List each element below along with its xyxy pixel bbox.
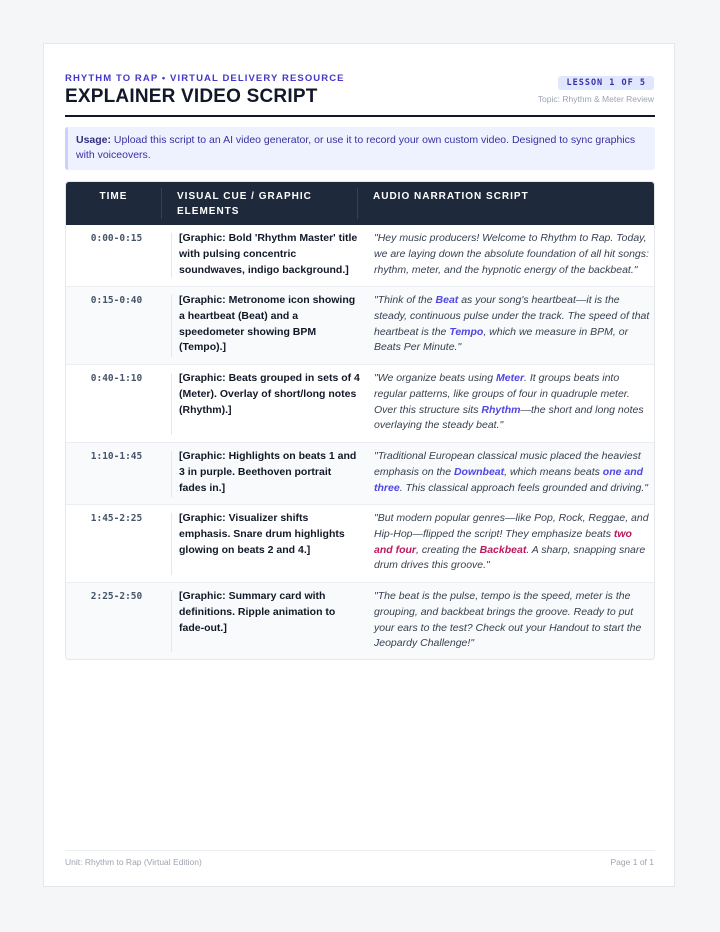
narration-text: —the short and long notes overlaying the steady beat." [374,403,644,432]
usage-label: Usage: [76,134,112,146]
narration-keyword: Rhythm [481,403,521,416]
header-divider [161,188,162,219]
narration-text: , which means beats [504,465,603,478]
timestamp: 1:45-2:25 [90,513,143,524]
cell-divider [171,373,172,435]
narration-keyword: Beat [435,294,459,306]
usage-note [65,127,655,170]
narration-text: "The beat is the pulse, tempo is the speed, meter is the grouping, and backbeat brings the groove. Ready to put your ears to the test? Check out your Handout to start the Jeopardy Challenge!" [374,590,642,650]
timestamp: 1:10-1:45 [90,451,143,462]
header-time: TIME [99,191,128,202]
visual-cue: [Graphic: Metronome icon showing a heartbeat (Beat) and a speedometer showing BPM (Tempo).] [179,294,356,354]
cell-divider [171,591,172,652]
timestamp: 0:15-0:40 [90,295,143,306]
timestamp: 2:25-2:50 [90,591,143,602]
usage-text: Upload this script to an AI video generator, or use it to record your own custom video. Designed to sync graphics with voiceovers. [76,134,636,161]
narration-keyword: Meter [496,372,525,384]
document-page [43,43,675,887]
narration-text: . It groups beats into regular patterns, like groups of four in quadruple meter. Over this structure sits [374,372,630,416]
audio-narration [374,511,650,574]
narration-text: , which we measure in BPM, or Beats Per Minute." [374,325,629,354]
visual-cue: [Graphic: Bold 'Rhythm Master' title with pulsing concentric soundwaves, indigo background.] [179,232,358,276]
narration-text: "We organize beats using [374,372,497,384]
lesson-badge: LESSON 1 OF 5 [558,76,654,90]
cell-divider [171,451,172,497]
table-row [66,286,654,365]
audio-narration [374,293,650,356]
table-row [66,364,654,443]
narration-text: . A sharp, snapping snare drum drives this groove." [374,543,646,572]
footer-unit: Unit: Rhythm to Rap (Virtual Edition) [65,857,202,867]
table-row [66,225,654,286]
audio-narration [374,589,650,652]
table-row [66,442,654,505]
timestamp: 0:40-1:10 [90,373,143,384]
timestamp: 0:00-0:15 [90,233,143,244]
footer-divider [65,850,655,851]
narration-text: "Traditional European classical music placed the heaviest emphasis on the [374,450,641,478]
narration-keyword: one and three [374,465,644,494]
audio-narration [374,449,650,496]
topic-label: Topic: Rhythm & Meter Review [537,94,654,104]
visual-cue: [Graphic: Visualizer shifts emphasis. Snare drum highlights glowing on beats 2 and 4.] [179,512,345,556]
narration-text: "Think of the [374,294,436,306]
table-header [66,182,654,225]
cell-divider [171,295,172,357]
narration-keyword: Backbeat [479,543,527,556]
narration-text: . This classical approach feels grounded and driving." [399,481,648,494]
page-title: EXPLAINER VIDEO SCRIPT [65,86,318,107]
visual-cue: [Graphic: Summary card with definitions. Ripple animation to fade-out.] [179,590,336,634]
narration-text: , creating the [416,543,480,556]
footer-page-number: Page 1 of 1 [610,857,654,867]
audio-narration [374,371,650,434]
header-audio-narration: AUDIO NARRATION SCRIPT [373,191,529,202]
resource-kicker: RHYTHM TO RAP • VIRTUAL DELIVERY RESOURCE [65,73,345,84]
narration-keyword: Downbeat [453,465,505,478]
narration-keyword: two and four [374,527,632,556]
table-row [66,582,654,660]
narration-keyword: Tempo [449,325,484,338]
cell-divider [171,513,172,575]
script-table [65,181,655,660]
narration-text: "Hey music producers! Welcome to Rhythm to Rap. Today, we are laying down the absolute foundation of all hit songs: rhythm, meter, and the hypnotic energy of the backbeat." [374,232,649,276]
table-row [66,504,654,583]
audio-narration [374,231,650,278]
narration-text: as your song's heartbeat—it is the steady, continuous pulse under the track. The speed of that heartbeat is the [374,294,650,338]
cell-divider [171,233,172,278]
header-visual-cue: VISUAL CUE / GRAPHIC ELEMENTS [177,191,312,217]
title-divider [65,115,655,117]
narration-text: "But modern popular genres—like Pop, Rock, Reggae, and Hip-Hop—flipped the script! They emphasize beats [374,512,649,540]
visual-cue: [Graphic: Beats grouped in sets of 4 (Meter). Overlay of short/long notes (Rhythm).] [179,372,360,416]
header-divider [357,188,358,219]
visual-cue: [Graphic: Highlights on beats 1 and 3 in purple. Beethoven portrait fades in.] [179,450,357,494]
